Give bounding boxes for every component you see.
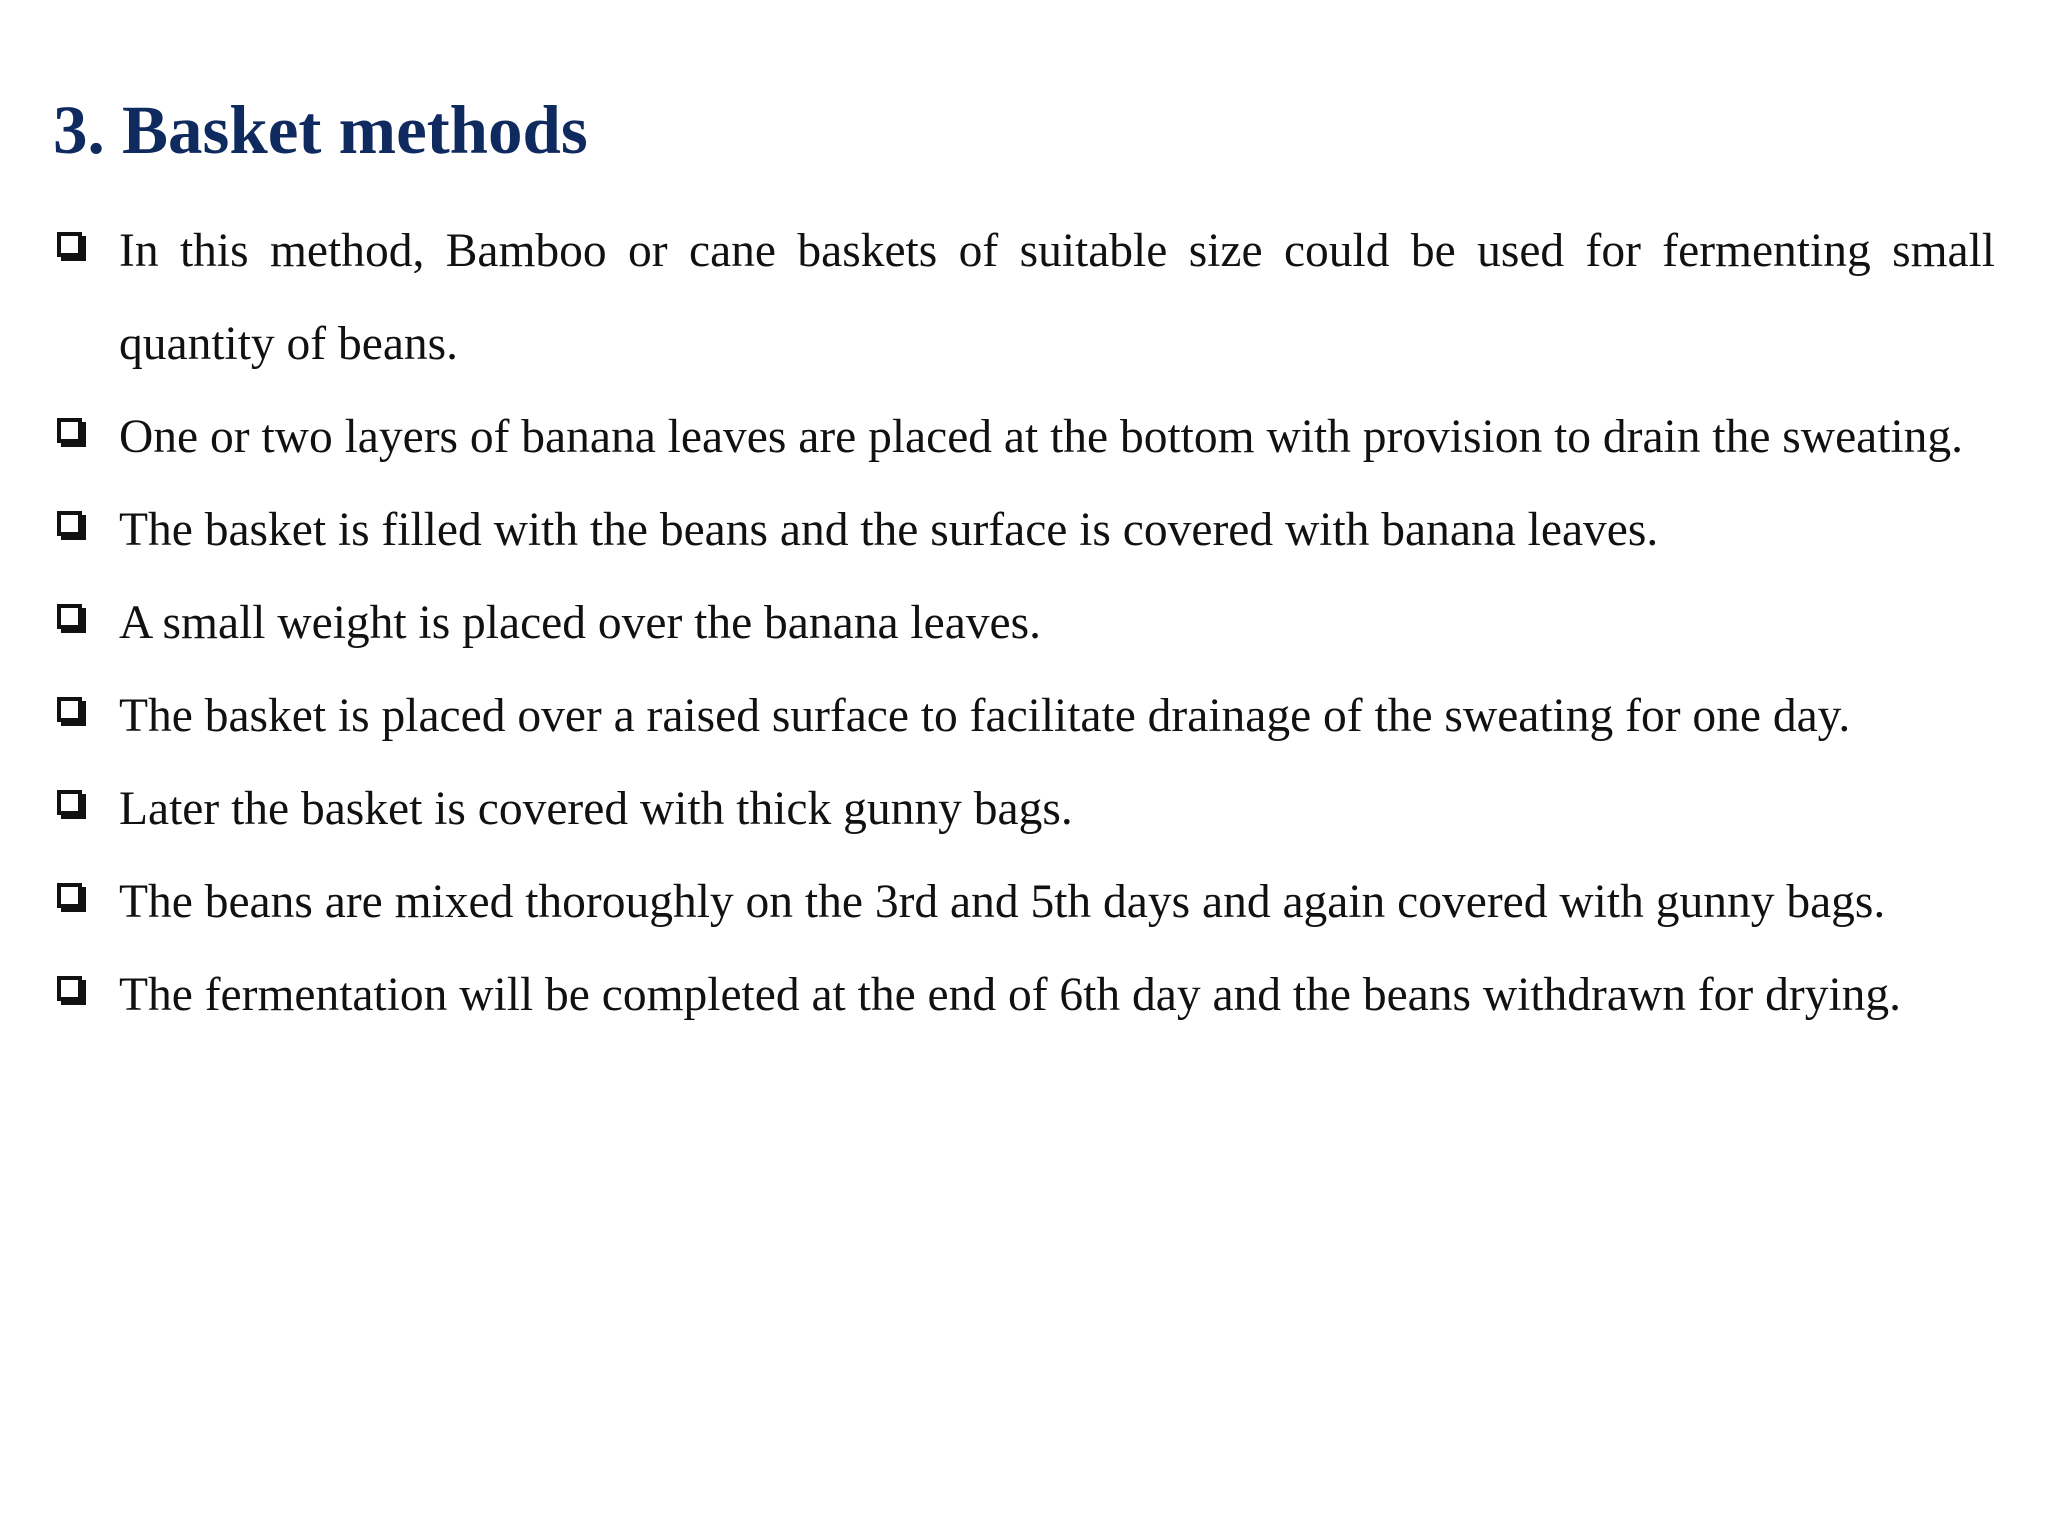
list-item (53, 670, 1995, 763)
checkbox-square-icon (57, 604, 82, 629)
checkbox-square-icon (57, 232, 82, 257)
checkbox-square-icon (57, 511, 82, 536)
bullet-text: One or two layers of banana leaves are placed at the bottom with provision to drain the sweating. (119, 411, 1964, 463)
list-item (53, 577, 1995, 670)
bullet-text: The beans are mixed thoroughly on the 3rd and 5th days and again covered with gunny bags. (119, 876, 1886, 928)
list-item (53, 205, 1995, 391)
bullet-text: The fermentation will be completed at the end of 6th day and the beans withdrawn for drying. (119, 969, 1902, 1021)
bullet-text: In this method, Bamboo or cane baskets of suitable size could be used for fermenting small quantity of beans. (119, 225, 1995, 370)
list-item (53, 763, 1995, 856)
bullet-list (53, 205, 1995, 1042)
checkbox-square-icon (57, 790, 82, 815)
bullet-text: The basket is filled with the beans and the surface is covered with banana leaves. (119, 504, 1659, 556)
checkbox-square-icon (57, 883, 82, 908)
checkbox-square-icon (57, 418, 82, 443)
list-item (53, 391, 1995, 484)
list-item (53, 949, 1995, 1042)
bullet-text: Later the basket is covered with thick gunny bags. (119, 783, 1073, 835)
bullet-text: The basket is placed over a raised surface to facilitate drainage of the sweating for one day. (119, 690, 1851, 742)
checkbox-square-icon (57, 697, 82, 722)
bullet-text: A small weight is placed over the banana leaves. (119, 597, 1041, 649)
slide-title: 3. Basket methods (53, 92, 588, 168)
checkbox-square-icon (57, 976, 82, 1001)
list-item (53, 856, 1995, 949)
list-item (53, 484, 1995, 577)
